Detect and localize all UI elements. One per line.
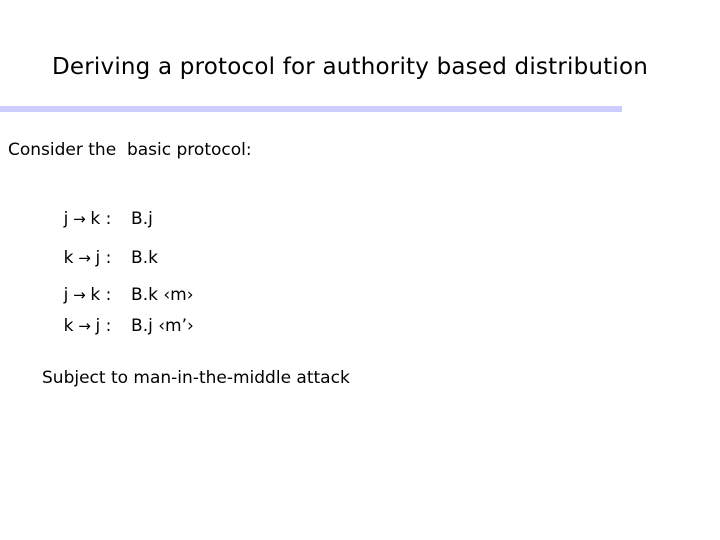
step-receiver: j: [95, 316, 101, 336]
slide-title: Deriving a protocol for authority based distribution: [52, 54, 649, 80]
step-sender: k: [63, 248, 74, 268]
step-separator: :: [105, 209, 112, 229]
arrow-icon: →: [73, 210, 86, 228]
attack-note: Subject to man-in-the-middle attack: [42, 368, 350, 388]
step-receiver: k: [90, 285, 101, 305]
step-message: B.j: [131, 209, 153, 229]
step-message: B.k: [131, 248, 158, 268]
protocol-step-4: [42, 293, 194, 359]
step-sender: j: [63, 209, 69, 229]
arrow-icon: →: [78, 249, 91, 267]
arrow-icon: →: [78, 317, 91, 335]
step-sender: k: [63, 316, 74, 336]
step-separator: :: [105, 316, 112, 336]
step-receiver: k: [90, 209, 101, 229]
step-separator: :: [105, 248, 112, 268]
step-sender: j: [63, 285, 69, 305]
step-message: B.j ‹m’›: [131, 316, 194, 336]
arrow-icon: →: [73, 286, 86, 304]
step-separator: :: [105, 285, 112, 305]
intro-text: Consider the basic protocol:: [8, 140, 252, 160]
title-divider: [0, 106, 622, 112]
step-receiver: j: [95, 248, 101, 268]
step-message: B.k ‹m›: [131, 285, 194, 305]
